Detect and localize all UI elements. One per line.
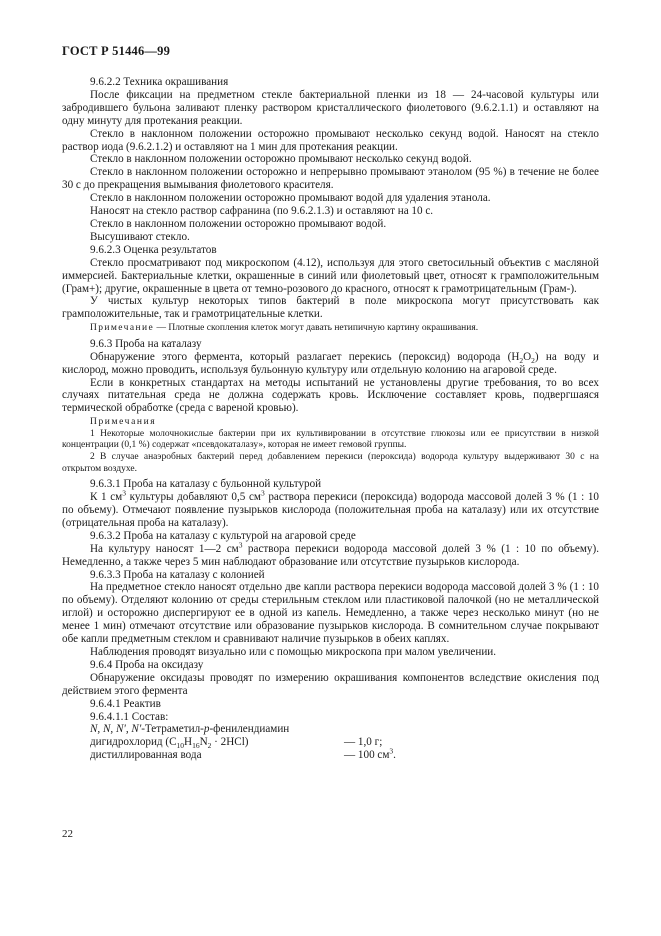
paragraph	[62, 351, 599, 377]
text-run: -Тетраметил-	[141, 723, 204, 736]
section-heading: 9.6.2.3 Оценка результатов	[90, 243, 217, 256]
superscript: 3	[260, 488, 265, 498]
paragraph: Если в конкретных стандартах на методы испытаний не установлены другие требования, то во всех случаях питательная среда не должна содержать кровь. Исключение составляет кровь, подвергшаяся термической обработке (среда с вареной кровью).	[62, 376, 599, 415]
section-heading: 9.6.3.2 Проба на каталазу с культурой на агаровой среде	[90, 529, 356, 542]
paragraph: У чистых культур некоторых типов бактерий в поле микроскопа могут присутствовать как грамположительные, так и грамотрицательные клетки.	[62, 295, 599, 321]
paragraph: После фиксации на предметном стекле бактериальной пленки из 18 — 24-часовой культуры или забродившего бульона заливают пленку раствором кристаллического фиолетового (9.6.2.1.1) и оставляют на одну минуту для протекания реакции.	[62, 88, 599, 127]
text-run: раствора перекиси водорода массовой долей 3 % (1 : 10 по объему). Немедленно, а также через 5 мин наблюдают образование или отсутствие пузырьков кислорода.	[62, 542, 599, 568]
text-run: -фенилендиамин	[209, 723, 290, 736]
text-run: На культуру наносят 1—2 см	[90, 542, 239, 555]
paragraph: Наносят на стекло раствор сафранина (по 9.6.2.1.3) и оставляют на 10 с.	[90, 205, 434, 218]
text-run: ) на воду и кислород, можно проводить, используя бульонную культуру или отдельную колонию на агаровой среде.	[62, 350, 599, 376]
subscript: 10	[176, 741, 185, 751]
note-text: — Плотные скопления клеток могут давать нетипичную картину окрашивания.	[154, 323, 479, 334]
text-run: N	[199, 736, 208, 749]
section-heading: 9.6.4.1.1 Состав:	[90, 710, 169, 723]
composition-prefix: N, N, N', N'	[90, 723, 142, 736]
section-heading: 9.6.3.1 Проба на каталазу с бульонной культурой	[90, 478, 322, 491]
paragraph: Высушивают стекло.	[90, 230, 190, 243]
superscript: 3	[389, 746, 394, 756]
paragraph: Обнаружение оксидазы проводят по измерению окрашивания компонентов вследствие окисления под действием этого фермента	[62, 671, 599, 697]
text-run: .	[393, 749, 396, 762]
text-run: раствора перекиси (пероксида) водорода массовой долей 3 % (1 : 10 по объему). Отмечают появление пузырьков кислорода (положительная проба на каталазу) или их отсутствие (отрицательная проба на каталазу).	[62, 491, 599, 529]
note-label: Примечание	[90, 323, 155, 334]
composition-row	[62, 736, 599, 749]
text-run: К 1 см	[90, 491, 123, 504]
paragraph	[62, 540, 599, 569]
paragraph: Стекло в наклонном положении осторожно промывают водой.	[90, 217, 387, 230]
text-run: p	[203, 723, 210, 736]
text-run: дигидрохлорид (C	[90, 736, 177, 749]
note: 1 Некоторые молочнокислые бактерии при их культивировании в отсутствие глюкозы или ее присутствии в низкой концентрации (0,1 %) содержат «псевдокаталазу», которая не имеет гемовой группы.	[62, 428, 599, 451]
subscript: 2	[207, 741, 212, 751]
section-heading: 9.6.4 Проба на оксидазу	[90, 658, 204, 671]
document-body	[62, 76, 599, 762]
note: 2 В случае анаэробных бактерий перед добавлением перекиси (пероксида) водорода культуру выдерживают 30 с на открытом воздухе.	[62, 452, 599, 474]
text-run: культуры добавляют 0,5 см	[125, 491, 261, 504]
subscript: 2	[519, 355, 524, 365]
paragraph: Стекло в наклонном положении осторожно промывают несколько секунд водой. Наносят на стекло раствор иода (9.6.2.1.2) и оставляют на 1 мин для протекания реакции.	[62, 127, 599, 153]
composition-value	[344, 746, 396, 762]
superscript: 3	[122, 488, 126, 498]
section-heading: 9.6.3 Проба на каталазу	[90, 337, 202, 350]
superscript: 3	[238, 540, 243, 550]
paragraph: Стекло просматривают под микроскопом (4.12), используя для этого светосильный объектив с масляной иммерсией. Бактериальные клетки, окрашенные в синий или фиолетовый цвет, относят к грамположительным (Грам+); другие, окрашенные в цвета от темно-розового до красного, относят к грамотрицательным (Грам-).	[62, 256, 599, 295]
subscript: 2	[531, 355, 535, 365]
page-number: 22	[62, 828, 73, 840]
text-run: — 100 см	[344, 749, 390, 762]
paragraph: На предметное стекло наносят отдельно две капли раствора перекиси водорода массовой долей 3 % (1 : 10 по объему). Отделяют колонию от среды стерильным стеклом или пластиковой палочкой (но не металлической иглой) и осторожно диспергируют ее в одной из капель. Немедленно, а также через несколько минут (но не менее 1 мин) отмечают отсутствие или образование пузырьков кислорода. В сомнительном случае покрывают обе капли предметным стеклом и сравнивают наличие пузырьков в обеих каплях.	[62, 581, 599, 646]
note	[62, 323, 599, 335]
paragraph	[62, 488, 599, 530]
text-run: O	[523, 350, 532, 363]
paragraph: Наблюдения проводят визуально или с помощью микроскопа при малом увеличении.	[90, 646, 497, 658]
subscript: 16	[192, 741, 200, 751]
composition-row	[62, 723, 599, 736]
text-run: H	[184, 736, 193, 749]
text-run: · 2HCl)	[211, 736, 249, 749]
paragraph: Стекло в наклонном положении осторожно и непрерывно промывают этанолом (95 %) в течение не более 30 с до прекращения вымывания фиолетового красителя.	[62, 166, 599, 192]
section-heading: 9.6.2.2 Техника окрашивания	[90, 76, 229, 88]
paragraph: Стекло в наклонном положении осторожно промывают водой для удаления этанола.	[90, 192, 491, 205]
section-heading: 9.6.3.3 Проба на каталазу с колонией	[90, 568, 265, 581]
text-run: Обнаружение этого фермента, который разлагает перекись (пероксид) водорода (H	[90, 350, 520, 363]
paragraph: Стекло в наклонном положении осторожно промывают несколько секунд водой.	[90, 153, 472, 166]
section-heading: 9.6.4.1 Реактив	[90, 697, 161, 710]
notes-title: Примечания	[90, 417, 157, 428]
page-header: ГОСТ Р 51446—99	[62, 44, 171, 58]
composition-value: — 1,0 г;	[344, 736, 383, 749]
composition-name: дистиллированная вода	[90, 749, 202, 762]
